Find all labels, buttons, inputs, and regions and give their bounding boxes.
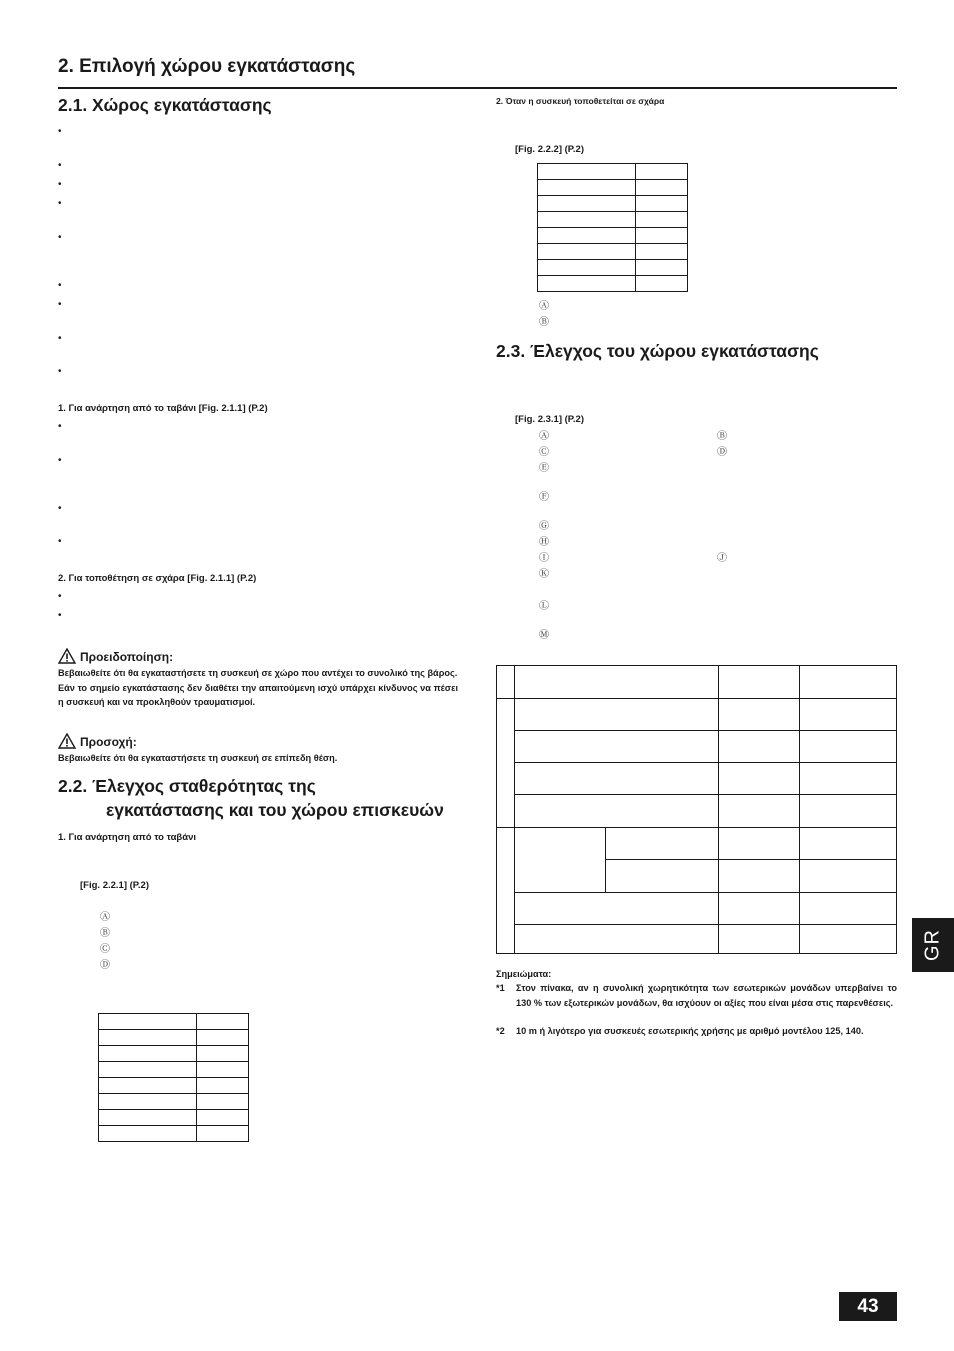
- marker-b: Ⓑ: [717, 431, 727, 442]
- bullet: •: [58, 610, 62, 621]
- subsection-rack: 2. Για τοποθέτηση σε σχάρα [Fig. 2.1.1] (P.2): [58, 573, 257, 584]
- caution-heading: [58, 733, 458, 749]
- bullet: •: [58, 179, 62, 190]
- warning-block: [58, 648, 458, 710]
- marker-i: Ⓘ: [539, 553, 549, 564]
- bullet: •: [58, 160, 62, 171]
- note-1-text: Στον πίνακα, αν η συνολική χωρητικότητα των εσωτερικών μονάδων υπερβαίνει το 130 % των εξωτερικών μονάδων, θα ισχύουν οι αξίες που είναι μέσα στις παρενθέσεις.: [516, 983, 897, 1008]
- marker-f: Ⓕ: [539, 492, 549, 503]
- marker-a: Ⓐ: [539, 301, 549, 312]
- heading-2-2-cont: εγκατάστασης και του χώρου επισκευών: [106, 800, 444, 820]
- warning-icon: [58, 733, 76, 749]
- bullet: •: [58, 299, 62, 310]
- bullet: •: [58, 333, 62, 344]
- warning-title: Προειδοποίηση:: [80, 650, 174, 664]
- caution-title: Προσοχή:: [80, 735, 137, 749]
- caution-text: Βεβαιωθείτε ότι θα εγκαταστήσετε τη συσκευή σε επίπεδη θέση.: [58, 753, 338, 763]
- bullet: •: [58, 198, 62, 209]
- marker-j: Ⓙ: [717, 553, 727, 564]
- warning-heading: [58, 648, 458, 664]
- marker-d: Ⓓ: [717, 447, 727, 458]
- subsection-ceiling: 1. Για ανάρτηση από το ταβάνι [Fig. 2.1.1] (P.2): [58, 403, 268, 414]
- section-title: 2. Επιλογή χώρου εγκατάστασης: [58, 56, 356, 77]
- marker-h: Ⓗ: [539, 537, 549, 548]
- header-rule: [58, 87, 897, 89]
- warning-text: Βεβαιωθείτε ότι θα εγκαταστήσετε τη συσκευή σε χώρο που αντέχει το συνολικό της βάρος.: [58, 668, 458, 678]
- figure-ref-2-2-2: [Fig. 2.2.2] (P.2): [515, 144, 584, 155]
- bullet: •: [58, 591, 62, 602]
- bullet: •: [58, 126, 62, 137]
- bullet: •: [58, 455, 62, 466]
- marker-m: Ⓜ: [539, 630, 549, 641]
- bullet: •: [58, 280, 62, 291]
- marker-c: Ⓒ: [539, 447, 549, 458]
- marker-b: Ⓑ: [100, 928, 110, 939]
- bullet: •: [58, 366, 62, 377]
- heading-2-2: 2.2. Έλεγχος σταθερότητας της: [58, 776, 316, 796]
- warning-text-2: Εάν το σημείο εγκατάστασης δεν διαθέτει την απαιτούμενη ισχύ υπάρχει κίνδυνος να πέσει η συσκευή και να προκληθούν τραυματισμοί.: [58, 682, 458, 707]
- page-number: 43: [839, 1292, 897, 1321]
- figure-ref-2-2-1: [Fig. 2.2.1] (P.2): [80, 880, 149, 891]
- dimension-table-rack: [537, 163, 688, 292]
- piping-length-table: [496, 665, 897, 954]
- marker-a: Ⓐ: [100, 912, 110, 923]
- figure-ref-2-3-1: [Fig. 2.3.1] (P.2): [515, 414, 584, 425]
- caution-block: [58, 733, 458, 766]
- subsection-ceiling-check: 1. Για ανάρτηση από το ταβάνι: [58, 832, 196, 843]
- heading-2-1: 2.1. Χώρος εγκατάστασης: [58, 95, 272, 115]
- marker-l: Ⓛ: [539, 601, 549, 612]
- note-1-mark: *1: [496, 983, 505, 993]
- language-tab-label: GR: [921, 929, 944, 961]
- bullet: •: [58, 421, 62, 432]
- language-tab: [912, 918, 954, 972]
- marker-d: Ⓓ: [100, 960, 110, 971]
- bullet: •: [58, 536, 62, 547]
- table-grid: [496, 665, 897, 954]
- bullet: •: [58, 503, 62, 514]
- heading-2-3: 2.3. Έλεγχος του χώρου εγκατάστασης: [496, 341, 819, 361]
- subsection-rack-check: 2. Όταν η συσκευή τοποθετείται σε σχάρα: [496, 96, 665, 106]
- dimension-table-ceiling: [98, 1013, 249, 1142]
- marker-g: Ⓖ: [539, 521, 549, 532]
- bullet: •: [58, 232, 62, 243]
- marker-e: Ⓔ: [539, 463, 549, 474]
- notes-title: Σημειώματα:: [496, 969, 552, 979]
- warning-icon: [58, 648, 76, 664]
- marker-b: Ⓑ: [539, 317, 549, 328]
- marker-k: Ⓚ: [539, 569, 549, 580]
- marker-c: Ⓒ: [100, 944, 110, 955]
- marker-a: Ⓐ: [539, 431, 549, 442]
- note-2-mark: *2: [496, 1026, 505, 1036]
- note-2-text: 10 m ή λιγότερο για συσκευές εσωτερικής χρήσης με αριθμό μοντέλου 125, 140.: [516, 1026, 864, 1036]
